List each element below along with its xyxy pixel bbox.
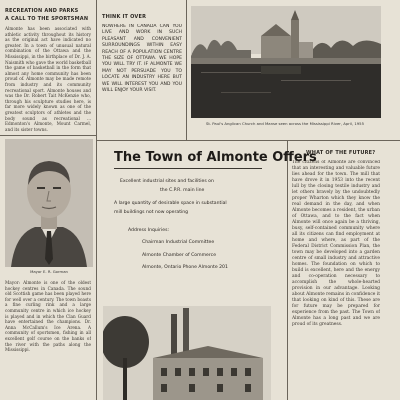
portrait-image — [5, 139, 93, 267]
advert-line-1: Excellent industrial sites and facilities on — [120, 179, 214, 184]
advert-title-rule — [114, 168, 262, 169]
advert-line-2: the C.P.R. main line — [160, 188, 205, 193]
mill-photo — [103, 306, 271, 400]
future-headline: WHAT OF THE FUTURE? — [306, 150, 376, 156]
advert-contact-3: Almonte, Ontario Phone Almonte 201 — [142, 265, 228, 270]
advert-line-4: mill buildings not now operating — [114, 210, 189, 215]
mayor-portrait-photo — [5, 139, 93, 267]
hockey-article-text: Mayor: Almonte is one of the oldest hockey centres in Canada. The sound old Scottish game has been played here for well over a century. The town boasts a fine curling rink and a large community centre in which ice hockey is played and in which the Clan Guard have entertained the champions. Dr. Anna McCallum's Ice Arena. A community of sportsmen, fishing in all excellent golf course on the banks of the river with the paths along the Mississippi. — [5, 280, 91, 353]
column-rule — [186, 0, 187, 140]
recreation-article-text: Almonte has been associated with athletic activity throughout its history as the original act have indicated no greater. In a town of unusual natural combination of the Ottawa and the Mississippi, in the birthplace of Dr. J. A. Naismith who gave the world basketball the game of basketball in the form that almost any home community has been proud of. Almonte may be made remote from industry and its community recreational sport. Almonte houses and was the Dr. Robert Tait McKenzie who, through his sculpture studies here, is far more widely known as one of the greatest sculptors of athletes and the body sound as recreational ... Edmonton's Almonte, Mount Carmel, and its sister towns. — [5, 26, 91, 132]
advert-title: The Town of Almonte Offers — [114, 150, 317, 165]
column-rule — [96, 0, 97, 400]
column-rule — [287, 140, 288, 400]
sportsman-headline: A CALL TO THE SPORTSMAN — [5, 16, 89, 22]
advert-line-3: A large quantity of desirable space in substantial — [114, 201, 227, 206]
portrait-caption: Mayor E. R. Gorman — [30, 269, 68, 274]
horizontal-rule — [0, 135, 96, 136]
advert-contact-2: Almonte Chamber of Commerce — [142, 253, 217, 258]
future-article-text: The citizens of Almonte are convinced that an interesting and valuable future lies ahead for the town. The mill that have drove it in 1953 into the recent lull by the closing textile industry and let others bravely by the undoubtedly proper Wharton which they know the real demand in the day, and when Almonte becomes a resident, the urban of Ottawa, and to the fact when Almonte will once again be a thriving, busy, self-contained community where all its citizens can find employment at home and where, as part of the Federal District Commission Plan, the town may be developed into a garden centre of small industry and attractive homes. The foundation on which to build is excellent, here and the energy and co-operation necessary to accomplish the whole-hearted provision in our advantage. Looking about Almonte remains in confidence it that looking on kind of this. These are for future may be prepared for experience from the past. The Town of Almonte has a long past and we are proud of its greatness. — [292, 160, 380, 327]
recreation-headline: RECREATION AND PARKS — [5, 8, 79, 14]
think-it-over-text: NOWHERE IN CANADA CAN YOU LIVE AND WORK IN SUCH PLEASANT AND CONVENIENT SURROUNDINGS WITHIN EASY REACH OF A POPULATION CENTRE THE SIZE OF OTTAWA. WE HOPE YOU WILL TRY IT. IF ALMONTE WE MAY NOT PERSUADE YOU TO LOCATE AN INDUSTRY HERE BUT WE WILL INTEREST YOU AND YOU WILL ENJOY YOUR VISIT. — [102, 24, 182, 94]
think-it-over-headline: THINK IT OVER — [102, 14, 147, 20]
mill-building-image — [103, 306, 271, 400]
advert-address-label: Address Inquiries: — [128, 228, 170, 233]
river-scene-image — [191, 6, 381, 118]
advert-contact-1: Chairman Industrial Committee — [142, 240, 215, 245]
church-photo-caption: St. Paul's Anglican Church and Manse seen across the Mississippi River, April, 1955 — [205, 121, 365, 126]
church-river-photo — [191, 6, 381, 118]
horizontal-rule — [97, 140, 400, 141]
